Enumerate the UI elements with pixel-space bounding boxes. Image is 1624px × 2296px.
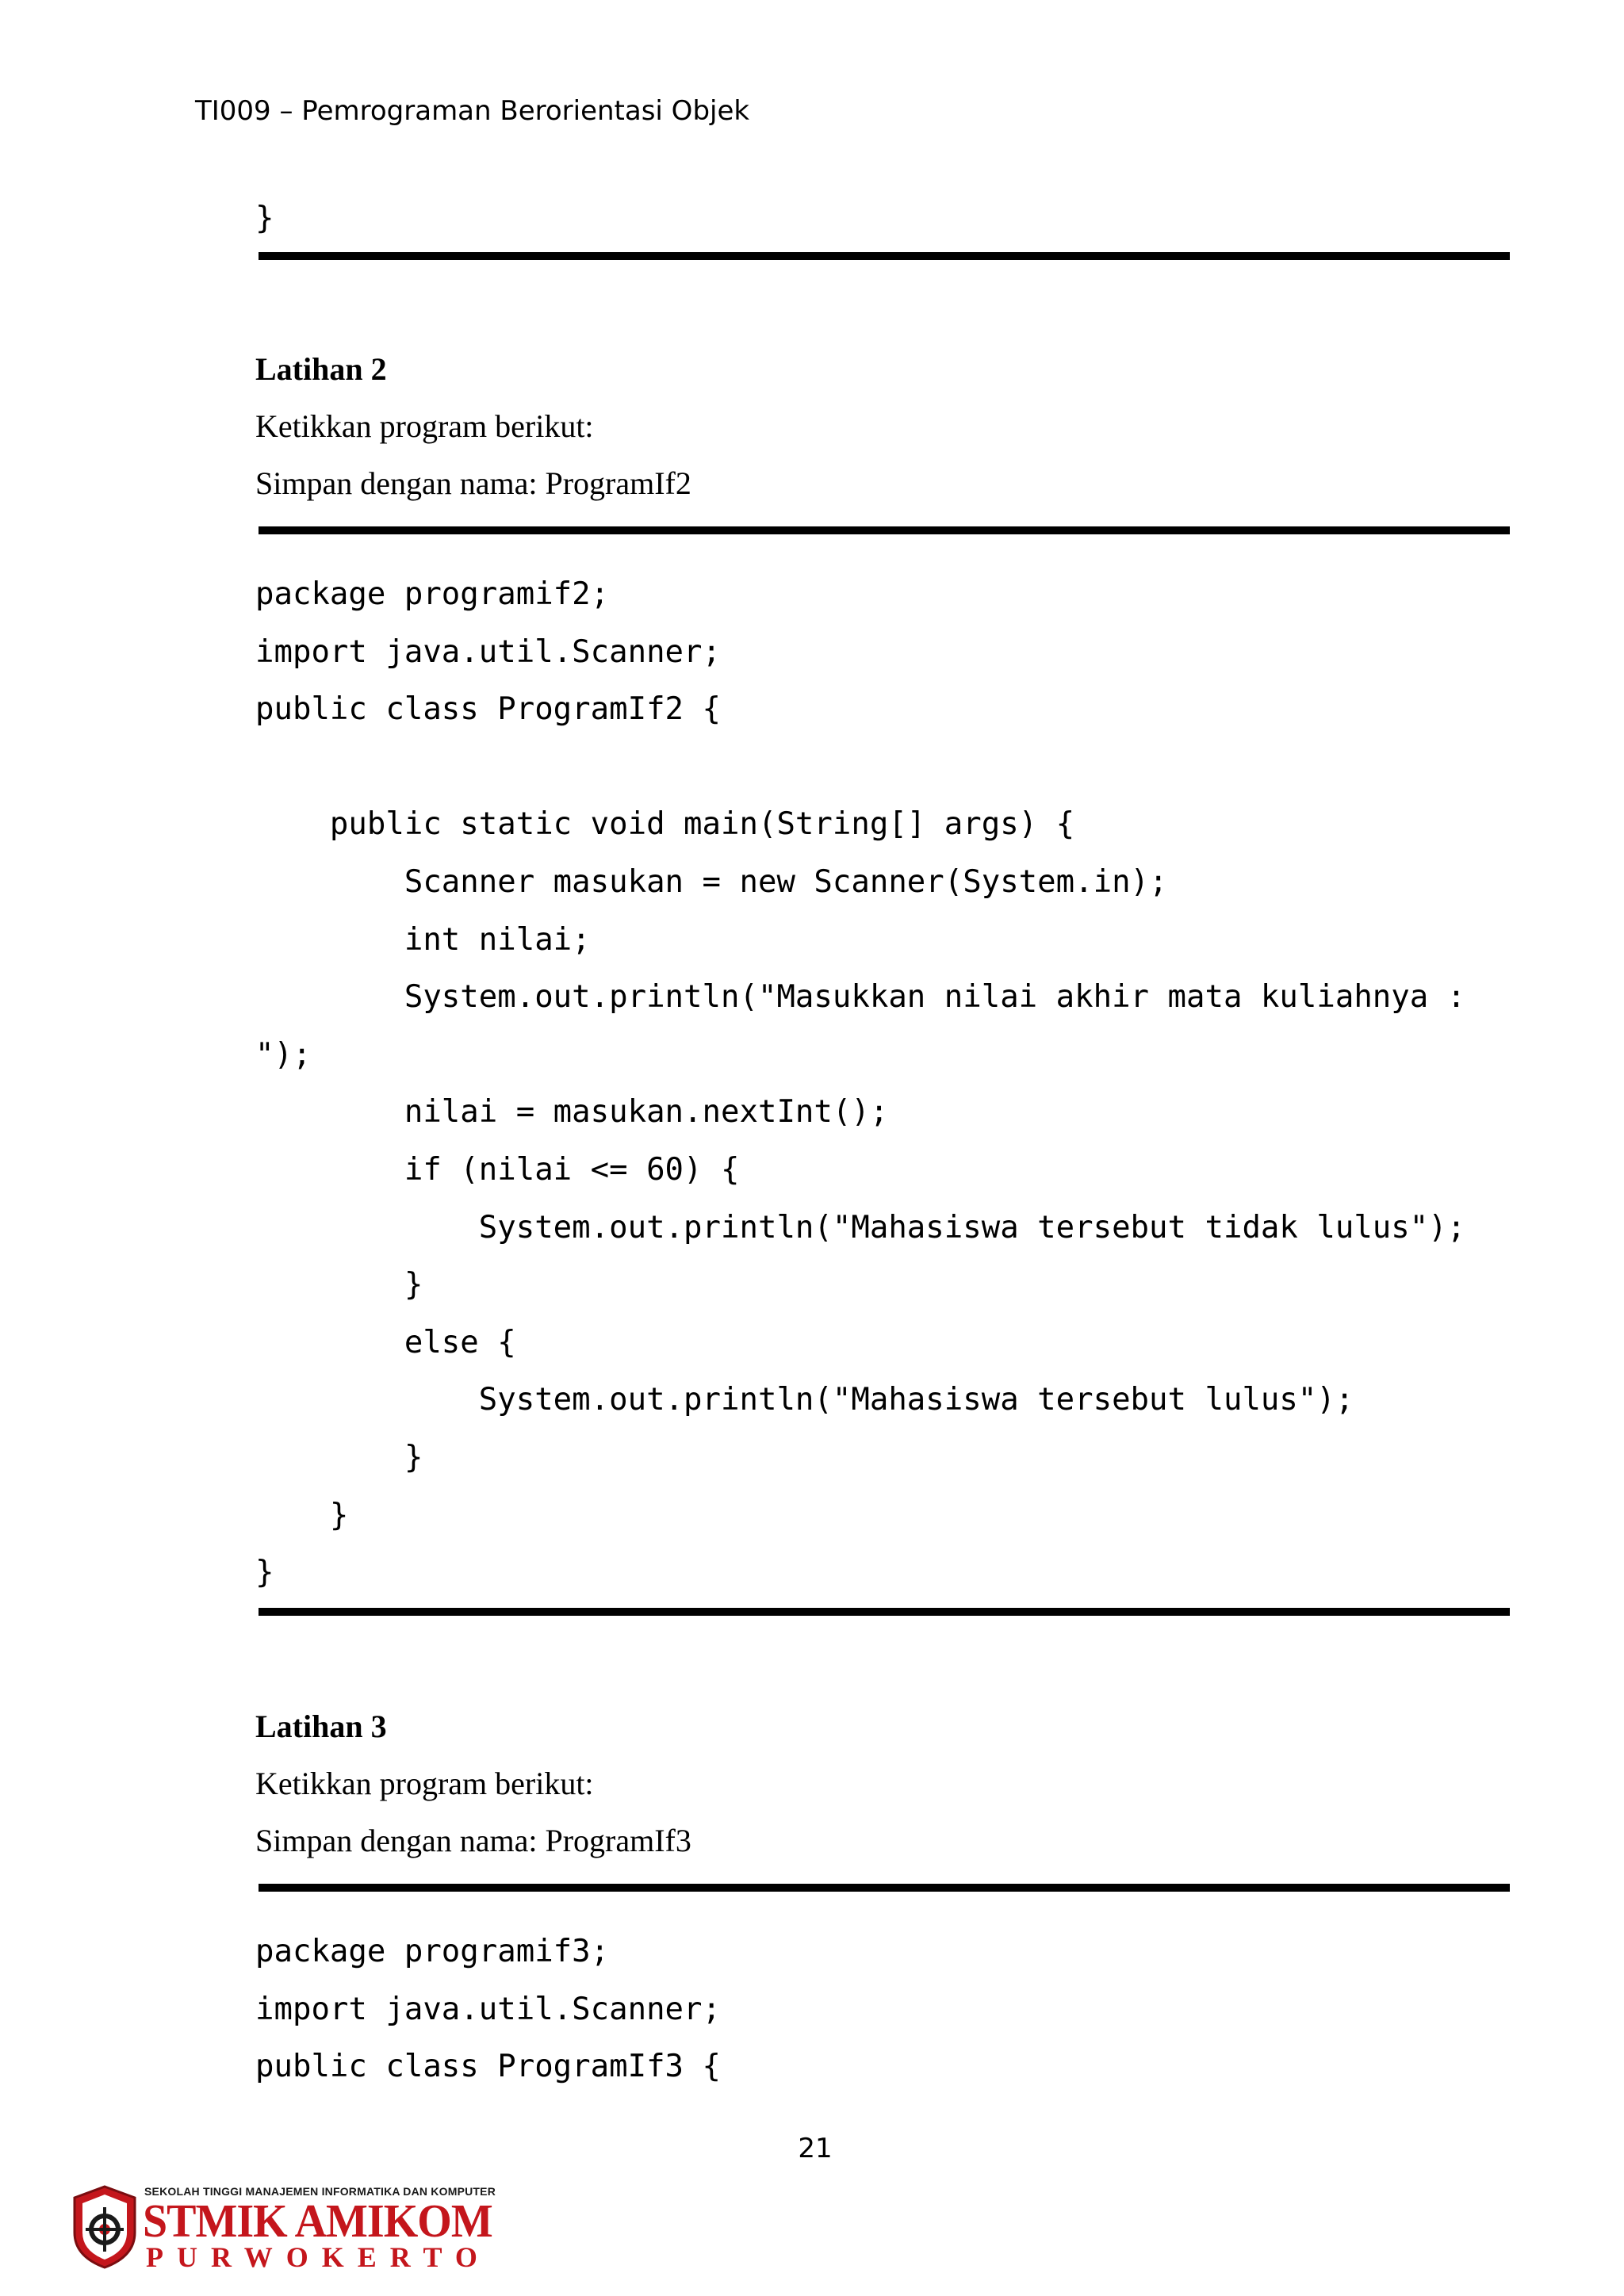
latihan-3-instruction: Ketikkan program berikut:	[255, 1766, 594, 1801]
latihan-2-code-line: }	[255, 1555, 274, 1591]
logo-tagline: SEKOLAH TINGGI MANAJEMEN INFORMATIKA DAN KOMPUTER	[144, 2185, 496, 2198]
latihan-2-instruction: Ketikkan program berikut:	[255, 408, 594, 444]
latihan-2-code-line: System.out.println("Mahasiswa tersebut lulus");	[255, 1382, 1354, 1418]
latihan-2-code-line: else {	[255, 1324, 516, 1360]
latihan-2-code-line: nilai = masukan.nextInt();	[255, 1094, 889, 1131]
logo-city: PURWOKERTO	[146, 2241, 491, 2273]
latihan-2-code-line: ");	[255, 1036, 312, 1073]
code-top-divider	[259, 526, 1510, 534]
latihan-2-code-line: int nilai;	[255, 921, 591, 958]
code-top-divider-3	[259, 1884, 1510, 1892]
latihan-2-code-line: System.out.println("Masukkan nilai akhir mata kuliahnya :	[255, 979, 1466, 1016]
latihan-2-code-line: Scanner masukan = new Scanner(System.in);	[255, 864, 1168, 900]
latihan-2-title: Latihan 2	[255, 351, 387, 387]
latihan-2-code-line: }	[255, 1440, 423, 1475]
latihan-3-filename: Simpan dengan nama: ProgramIf3	[255, 1823, 691, 1858]
document-header: TI009 – Pemrograman Berorientasi Objek	[195, 95, 750, 127]
section-divider	[259, 252, 1510, 260]
latihan-2-code-line: }	[255, 1267, 423, 1303]
code-closing-brace: }	[255, 201, 274, 236]
latihan-2-code-line: import java.util.Scanner;	[255, 633, 721, 670]
latihan-2-code-line: System.out.println("Mahasiswa tersebut tidak lulus");	[255, 1209, 1466, 1246]
code-bottom-divider	[259, 1608, 1510, 1616]
stmik-amikom-logo-icon	[70, 2183, 140, 2271]
latihan-3-title: Latihan 3	[255, 1709, 387, 1744]
logo-name: STMIK AMIKOM	[143, 2195, 492, 2248]
latihan-3-code-line: package programif3;	[255, 1934, 610, 1969]
latihan-3-code-line: import java.util.Scanner;	[255, 1991, 721, 2027]
latihan-2-code-line: if (nilai <= 60) {	[255, 1152, 740, 1188]
latihan-2-filename: Simpan dengan nama: ProgramIf2	[255, 465, 691, 501]
page-number: 21	[798, 2133, 833, 2164]
latihan-3-code-line: public class ProgramIf3 {	[255, 2049, 721, 2085]
latihan-2-code-line: public class ProgramIf2 {	[255, 691, 721, 728]
latihan-2-code-line: package programif2;	[255, 576, 610, 612]
latihan-2-code-line: public static void main(String[] args) {	[255, 806, 1075, 843]
latihan-2-code-line: }	[255, 1497, 349, 1533]
